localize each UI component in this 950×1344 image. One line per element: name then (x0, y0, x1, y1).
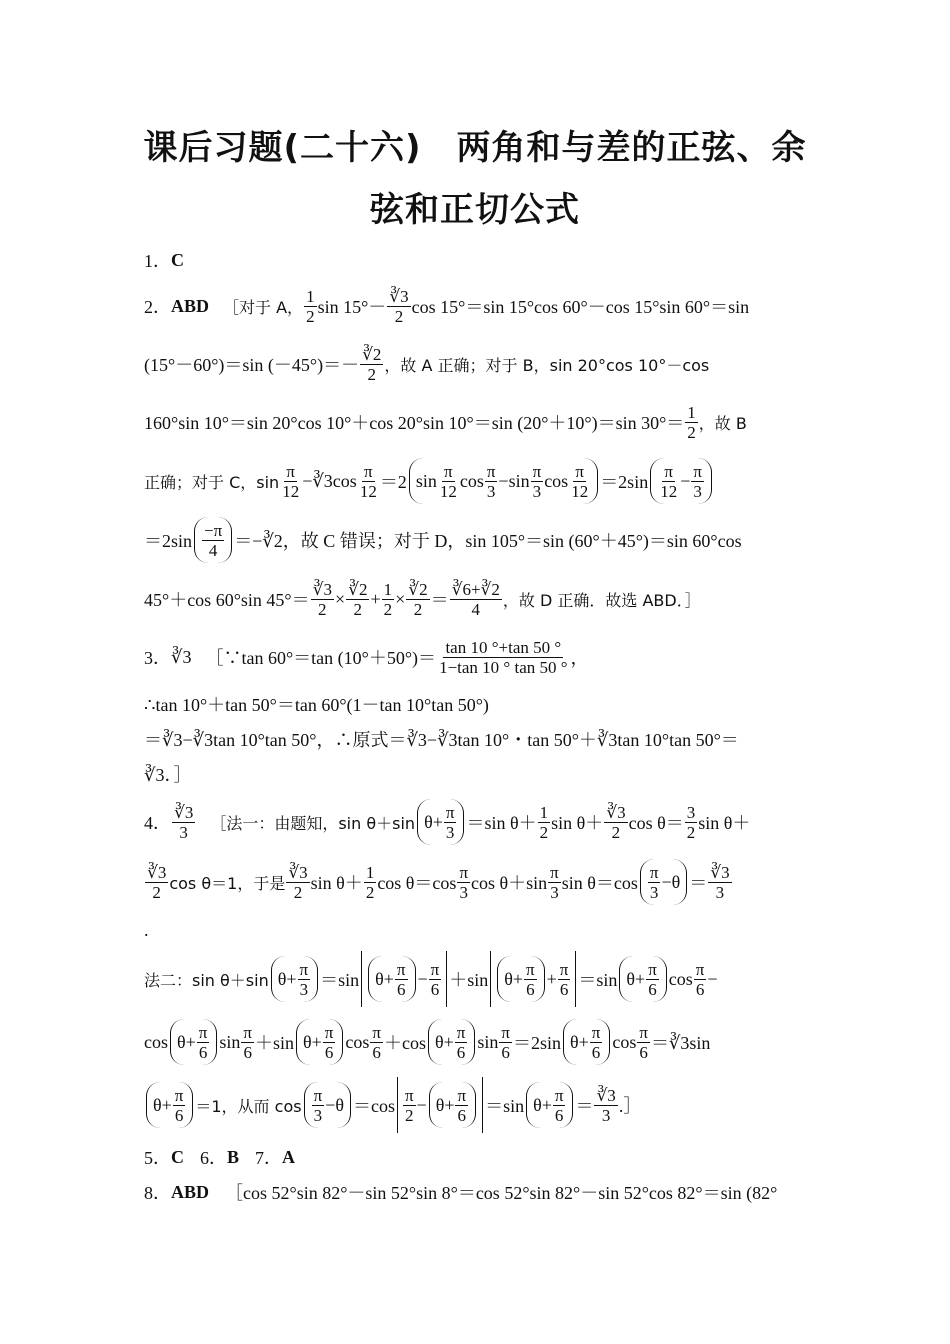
fraction (637, 1023, 650, 1062)
denominator: 12 (660, 481, 678, 501)
fraction (708, 863, 731, 902)
denominator: 2 (318, 599, 327, 619)
math-text: ＝2sin (512, 1033, 561, 1053)
math-text: ＝sin (578, 970, 618, 990)
parenthesis-group (296, 1019, 343, 1065)
math-text: cos (144, 1031, 168, 1052)
denominator: 2 (365, 882, 375, 902)
numerator: π (649, 862, 659, 882)
denominator: 2 (611, 822, 621, 842)
math-text: ＝sin (320, 970, 360, 990)
answer-4-line-6 (144, 1076, 808, 1134)
question-number: 3． (144, 648, 171, 668)
math-text: cos θ＝ (628, 813, 684, 833)
bracket-group (361, 951, 447, 1007)
math-text: sin θ＝cos (561, 873, 638, 893)
math-text: ＝ (430, 590, 449, 610)
answer-choice: ABD (171, 1181, 210, 1202)
numerator: π (550, 862, 559, 882)
question-number: 7． (255, 1148, 283, 1168)
denominator: 3 (601, 1105, 611, 1125)
denominator: 3 (715, 882, 725, 902)
fraction (455, 1086, 468, 1125)
fraction (395, 960, 408, 999)
parenthesis-group (429, 1082, 476, 1128)
answer-2-line-2 (144, 340, 808, 388)
math-text: θ+ (177, 1031, 196, 1052)
answer-3-line-1 (144, 634, 808, 680)
answer-choice: C (171, 249, 184, 270)
numerator: π (664, 461, 673, 481)
fraction (648, 863, 661, 902)
numerator: ∛3 (606, 802, 626, 822)
fraction (358, 462, 379, 501)
fraction (304, 287, 317, 326)
numerator: π (459, 862, 469, 882)
question-number: 2． (144, 297, 171, 317)
numerator: π (639, 1022, 648, 1042)
numerator: 1 (365, 862, 375, 882)
explanation-text: ，故 D 正确．故选 ABD．］ (502, 590, 701, 610)
numerator: π (364, 461, 373, 481)
math-text: ＝2sin (144, 531, 193, 551)
denominator: 2 (293, 882, 303, 902)
fraction (403, 1086, 416, 1125)
math-text: θ+ (533, 1094, 552, 1115)
parenthesis-group (497, 956, 544, 1002)
parenthesis-group (146, 1082, 193, 1128)
math-text: −sin (498, 470, 530, 491)
bracket-group (490, 951, 576, 1007)
fraction (382, 580, 395, 619)
denominator: 2 (383, 599, 393, 619)
math-text: θ+ (434, 1031, 454, 1052)
denominator: 6 (456, 1042, 466, 1062)
fraction (145, 863, 168, 902)
denominator: 12 (359, 481, 377, 501)
math-text: sin (477, 1031, 499, 1052)
fraction (346, 580, 369, 619)
numerator: π (313, 1085, 323, 1105)
fraction (360, 345, 383, 384)
answer-3-line-2: ∴tan 10°＋tan 50°＝tan 60°(1－tan 10°tan 50°) (144, 695, 489, 715)
denominator: 4 (471, 599, 480, 619)
parenthesis-group (526, 1082, 573, 1128)
denominator: 6 (396, 979, 406, 999)
fraction (437, 638, 569, 677)
fraction (364, 863, 377, 902)
denominator: 3 (486, 481, 496, 501)
parenthesis-group (271, 956, 318, 1002)
fraction (524, 960, 537, 999)
math-text: θ+ (626, 968, 646, 989)
fraction (323, 1023, 336, 1062)
math-text: θ+ (153, 1094, 172, 1115)
math-text: − (680, 470, 691, 491)
denominator: 12 (282, 481, 300, 501)
fraction (444, 803, 457, 842)
answer-4-line-1 (144, 797, 808, 847)
parenthesis-group (428, 1019, 475, 1065)
math-text: sin (219, 1031, 241, 1052)
math-text: ， (570, 648, 589, 668)
fraction (286, 863, 309, 902)
question-number: 6． (200, 1148, 227, 1168)
answer-choice: A (282, 1146, 296, 1167)
parenthesis-group (619, 956, 666, 1002)
numerator: π (457, 1085, 467, 1105)
math-text: ＝sin θ＋ (466, 813, 537, 833)
denominator: 2 (539, 822, 549, 842)
numerator: π (456, 1022, 466, 1042)
numerator: 1 (687, 402, 696, 422)
math-text: ＝2sin (600, 472, 649, 492)
math-text: − (417, 968, 428, 989)
denominator: 2 (687, 422, 696, 442)
page-title-line-2: 弦和正切公式 (370, 190, 580, 230)
explanation-text: cos θ＝1，于是 (169, 873, 286, 893)
math-text: + (370, 588, 381, 609)
math-text: ＝∛3sin (650, 1033, 711, 1053)
page-title-line-1: 课后习题(二十六) 两角和与差的正弦、余 (143, 128, 807, 168)
math-text: cos 15°＝sin 15°cos 60°－cos 15°sin 60°＝sin (411, 297, 750, 317)
denominator: 2 (353, 599, 363, 619)
numerator: 1 (383, 579, 393, 599)
denominator: 6 (430, 979, 440, 999)
math-text: cos (668, 968, 693, 989)
numerator: ∛3 (389, 286, 409, 306)
fraction (594, 1086, 617, 1125)
numerator: ∛6+∛2 (451, 579, 500, 599)
numerator: ∛2 (408, 579, 428, 599)
answer-choice: B (227, 1146, 240, 1167)
math-text: sin (415, 470, 437, 491)
answer-4-line-2 (144, 857, 808, 907)
fraction (457, 863, 470, 902)
denominator: 2 (413, 599, 423, 619)
numerator: π (648, 959, 657, 979)
question-number: 8． (144, 1183, 171, 1203)
numerator: π (286, 461, 295, 481)
math-text: −∛3cos (302, 470, 357, 491)
math-text: ［∵tan 60°＝tan (10°＋50°)＝ (205, 648, 437, 668)
question-number: 1． (144, 251, 171, 271)
math-text: θ+ (504, 968, 524, 989)
numerator: π (532, 461, 542, 481)
math-text: ＝cos (352, 1096, 395, 1116)
denominator: 6 (559, 979, 569, 999)
bracket-group (397, 1077, 483, 1133)
math-text: θ+ (424, 811, 443, 832)
answer-value: ∛3 (171, 646, 192, 667)
numerator: π (591, 1022, 601, 1042)
fraction (280, 462, 301, 501)
denominator: 6 (695, 979, 705, 999)
numerator: 1 (539, 802, 549, 822)
math-text: −θ (325, 1094, 344, 1115)
fraction (450, 580, 502, 619)
numerator: tan 10 °+tan 50 ° (445, 637, 562, 657)
numerator: π (198, 1022, 208, 1042)
math-text: cos θ＋sin (471, 873, 548, 893)
math-text: −θ (661, 871, 681, 892)
explanation-text: ＝1，从而 cos (195, 1096, 302, 1116)
fraction (685, 803, 698, 842)
math-text: θ+ (435, 1094, 455, 1115)
math-text: × (395, 588, 406, 609)
denominator: 6 (591, 1042, 601, 1062)
fraction (485, 462, 498, 501)
denominator: 3 (445, 822, 455, 842)
answer-choice: ABD (171, 295, 210, 316)
numerator: −π (204, 520, 223, 540)
numerator: π (430, 959, 440, 979)
math-text: cos (345, 1031, 370, 1052)
denominator: 6 (639, 1042, 648, 1062)
parenthesis-group (194, 517, 232, 563)
answer-1 (144, 248, 808, 272)
denominator: 2 (394, 306, 404, 326)
denominator: 3 (550, 882, 559, 902)
denominator: 6 (372, 1042, 381, 1062)
numerator: π (372, 1022, 381, 1042)
numerator: π (299, 959, 309, 979)
denominator: 12 (439, 481, 457, 501)
numerator: π (575, 461, 584, 481)
math-text: ＝−∛2，故 C 错误；对于 D，sin 105°＝sin (60°＋45°)＝sin 60°cos (234, 531, 742, 551)
fraction (558, 960, 571, 999)
fraction (646, 960, 659, 999)
math-text: − (416, 1094, 427, 1115)
denominator: 3 (459, 882, 468, 902)
denominator: 6 (648, 979, 657, 999)
fraction (590, 1023, 603, 1062)
fraction (685, 403, 698, 442)
explanation-text: ［对于 A， (223, 297, 304, 317)
denominator: 6 (174, 1105, 184, 1125)
parenthesis-group (304, 1082, 351, 1128)
math-text: ＋cos (383, 1033, 426, 1053)
fraction (173, 1086, 186, 1125)
parenthesis-group (650, 458, 712, 504)
fraction (694, 960, 707, 999)
numerator: π (445, 802, 455, 822)
explanation-text: ［法一：由题知，sin θ＋sin (210, 813, 416, 833)
math-text: ［cos 52°sin 82°－sin 52°sin 8°＝cos 52°sin 82°－sin 52°cos 82°＝sin (82° (225, 1183, 778, 1203)
math-text: cos (612, 1031, 637, 1052)
math-text: cos (544, 470, 569, 491)
answer-fraction (172, 803, 195, 842)
answers-5-to-7 (144, 1145, 808, 1169)
denominator: 2 (306, 306, 315, 326)
numerator: 3 (686, 802, 696, 822)
fraction (538, 803, 551, 842)
denominator: 2 (686, 822, 696, 842)
parenthesis-group (563, 1019, 610, 1065)
math-text: + (546, 968, 557, 989)
math-text: θ+ (569, 1031, 589, 1052)
denominator: 3 (299, 979, 309, 999)
numerator: π (559, 959, 569, 979)
denominator: 6 (501, 1042, 510, 1062)
denominator: 6 (243, 1042, 252, 1062)
parenthesis-group (640, 859, 687, 905)
math-text: θ+ (375, 968, 394, 989)
math-text: ＝ (575, 1096, 594, 1116)
parenthesis-group (368, 956, 415, 1002)
question-number: 4． (144, 813, 171, 833)
numerator: ∛3 (312, 579, 332, 599)
math-text: cos θ＝cos (377, 873, 457, 893)
math-text: .］ (618, 1096, 642, 1116)
denominator: 12 (571, 481, 589, 501)
numerator: π (404, 1085, 414, 1105)
denominator: 4 (208, 540, 218, 560)
answer-2-line-4 (144, 456, 808, 506)
fraction (548, 863, 561, 902)
math-text: × (334, 588, 346, 609)
numerator: π (444, 461, 453, 481)
numerator: ∛3 (288, 862, 308, 882)
explanation-text: ，故 B (698, 413, 747, 433)
fraction (429, 960, 442, 999)
fraction (658, 462, 679, 501)
numerator: 1 (306, 286, 315, 306)
fraction (569, 462, 590, 501)
numerator: π (243, 1022, 252, 1042)
math-text: sin θ＋ (698, 813, 751, 833)
numerator: ∛2 (362, 344, 382, 364)
math-text: − (707, 968, 718, 989)
explanation-text: 法二：sin θ＋sin (144, 970, 269, 990)
numerator: ∛2 (348, 579, 368, 599)
fraction (455, 1023, 468, 1062)
answer-3-line-3: ＝∛3−∛3tan 10°tan 50°，∴原式＝∛3−∛3tan 10°・tan 50°＋∛3tan 10°tan 50°＝ (144, 730, 739, 750)
answer-4-line-3: . (144, 919, 149, 940)
denominator: 2 (152, 882, 161, 902)
math-text: sin θ＋ (551, 813, 604, 833)
answer-4-line-4 (144, 950, 808, 1008)
numerator: π (174, 1085, 184, 1105)
math-text: θ+ (303, 1031, 322, 1052)
denominator: 2 (367, 364, 376, 384)
fraction (298, 960, 311, 999)
denominator: 3 (313, 1105, 323, 1125)
math-text: ＝2 (379, 472, 407, 492)
math-text: ＝sin (485, 1096, 525, 1116)
denominator: 3 (693, 481, 702, 501)
numerator: π (526, 959, 535, 979)
numerator: π (501, 1022, 510, 1042)
answer-choice: C (171, 1146, 184, 1167)
question-number: 5． (144, 1148, 171, 1168)
fraction (438, 462, 459, 501)
denominator: 3 (532, 481, 542, 501)
answer-2-line-5 (144, 515, 808, 565)
math-text: cos (459, 470, 484, 491)
parenthesis-group (417, 799, 464, 845)
math-text: ＋sin (449, 970, 489, 990)
fraction (202, 521, 224, 560)
numerator: ∛3 (174, 802, 194, 822)
denominator: 6 (457, 1105, 467, 1125)
answer-2-line-6 (144, 574, 808, 624)
answer-2-line-3 (144, 398, 808, 446)
answer-8 (144, 1180, 808, 1204)
fraction (691, 462, 704, 501)
numerator: ∛3 (710, 862, 730, 882)
numerator: π (695, 959, 705, 979)
answer-2-line-1 (144, 282, 808, 330)
numerator: ∛3 (596, 1085, 616, 1105)
fraction (604, 803, 627, 842)
numerator: π (486, 461, 496, 481)
math-text: ＝ (689, 873, 708, 893)
fraction (370, 1023, 383, 1062)
explanation-text: ，故 A 正确；对于 B，sin 20°cos 10°－cos (384, 355, 710, 375)
denominator: 1−tan 10 ° tan 50 ° (439, 657, 568, 677)
fraction (553, 1086, 566, 1125)
math-text: ＋sin (254, 1033, 294, 1053)
fraction (311, 580, 334, 619)
denominator: 3 (179, 822, 188, 842)
denominator: 6 (324, 1042, 334, 1062)
numerator: ∛3 (147, 862, 167, 882)
math-text: (15°－60°)＝sin (－45°)＝－ (144, 355, 360, 375)
explanation-text: 正确；对于 C，sin (144, 472, 280, 492)
math-text: 45°＋cos 60°sin 45°＝ (144, 590, 310, 610)
answer-3-line-4: ∛3．］ (144, 765, 192, 785)
denominator: 6 (198, 1042, 208, 1062)
denominator: 3 (649, 882, 659, 902)
fraction (387, 287, 410, 326)
denominator: 6 (526, 979, 535, 999)
parenthesis-group (170, 1019, 217, 1065)
math-text: 160°sin 10°＝sin 20°cos 10°＋cos 20°sin 10°＝sin (20°＋10°)＝sin 30°＝ (144, 413, 685, 433)
fraction (241, 1023, 254, 1062)
denominator: 2 (405, 1105, 414, 1125)
denominator: 6 (554, 1105, 564, 1125)
numerator: π (324, 1022, 334, 1042)
fraction (312, 1086, 325, 1125)
fraction (499, 1023, 512, 1062)
fraction (197, 1023, 210, 1062)
numerator: π (396, 959, 406, 979)
answer-4-line-5 (144, 1017, 808, 1067)
numerator: π (554, 1085, 564, 1105)
math-text: θ+ (277, 968, 297, 989)
parenthesis-group (409, 458, 598, 504)
fraction (531, 462, 544, 501)
math-text: sin θ＋ (310, 873, 363, 893)
fraction (406, 580, 429, 619)
numerator: π (693, 461, 702, 481)
math-text: sin 15°－ (317, 297, 387, 317)
